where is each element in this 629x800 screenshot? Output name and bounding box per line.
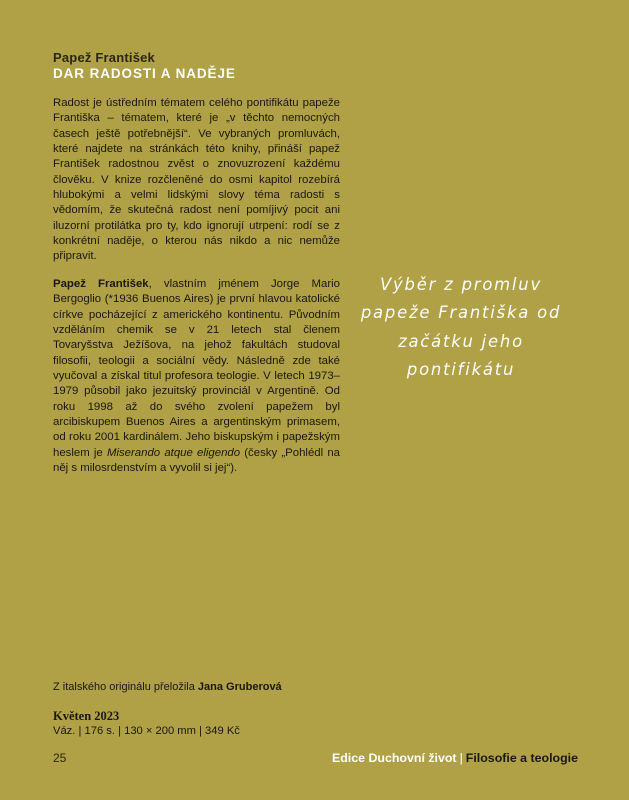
translator-name: Jana Gruberová xyxy=(197,681,282,693)
footer-separator: | xyxy=(459,751,463,765)
book-description: Radost je ústředním tématem celého pontifikátu papeže Františka – tématem, které je „v těchto nemocných časech ještě potřebnější“. Ve vybraných promluvách, které najdete na stránkách této knihy, přináší papež František radostnou zvěst o znovuzrození každému člověku. V knize rozčleněné do osmi kapitol rozebírá hlubokými a velmi lidskými slovy téma radosti s vědomím, že skutečná radost není pomíjivý pocit ani iluzorní protilátka pro ty, kdo ignorují utrpení: rodí se z konkrétní naděje, o kterou nás nikdo a nic nemůže připravit. xyxy=(53,97,340,263)
series-name: Filosofie a teologie xyxy=(465,751,578,765)
publication-details: Váz. | 176 s. | 130 × 200 mm | 349 Kč xyxy=(53,725,240,737)
author-motto: Miserando atque eligendo xyxy=(106,446,241,459)
edition-footer xyxy=(332,751,578,765)
translator-credit xyxy=(53,681,282,693)
pull-quote: Výběr z promluv papeže Františka od začátku jeho pontifikátu xyxy=(360,275,562,380)
author-bio-text-end: (česky „Pohlédl na něj s milosrdenstvím a vyvolil si jej“). xyxy=(53,446,340,475)
page-number: 25 xyxy=(53,751,67,765)
book-title: DAR RADOSTI A NADĚJE xyxy=(53,66,236,81)
author-bio-text: , vlastním jménem Jorge Mario Bergoglio (*1936 Buenos Aires) je první hlavou katolické církve pocházející z amerického kontinentu. Původním vzděláním chemik se v 21 letech stal členem Tovaryšstva Ježíšova, na jehož fakultách studoval filosofii, teologii a sociální vědy. Následně zde také vyučoval a získal titul profesora teologie. V letech 1973–1979 působil jako jezuitský provinciál v Argentině. Od roku 1998 až do svého zvolení papežem byl arcibiskupem Buenos Aires a argentinským primasem, od roku 2001 kardinálem. Jeho biskupským i papežským heslem je xyxy=(53,278,340,459)
author-bio xyxy=(53,277,340,476)
book-author: Papež František xyxy=(53,50,155,65)
author-bio-name: Papež František xyxy=(53,278,149,290)
translator-prefix: Z italského originálu přeložila xyxy=(53,681,198,693)
publication-date: Květen 2023 xyxy=(53,709,120,723)
edition-name: Edice Duchovní život xyxy=(331,751,457,765)
